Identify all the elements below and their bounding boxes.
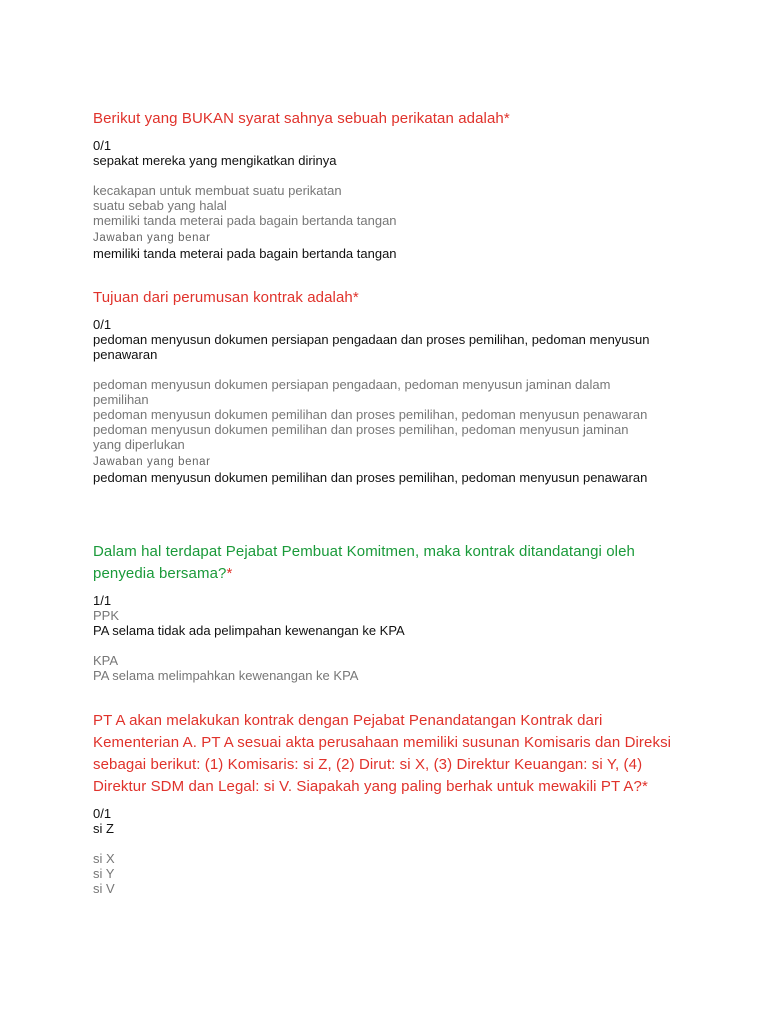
question-card-2 — [93, 287, 693, 485]
question-title — [93, 710, 683, 798]
question-title — [93, 541, 673, 585]
required-star: * — [503, 110, 510, 127]
score: 0/1 — [93, 806, 112, 821]
selected-answer: PA selama tidak ada pelimpahan kewenangan ke KPA — [93, 623, 405, 638]
answer-option: PA selama melimpahkan kewenangan ke KPA — [93, 668, 359, 683]
required-star: * — [641, 778, 648, 795]
answer-option: pedoman menyusun dokumen persiapan pengadaan, pedoman menyusun jaminan dalam pemilihan — [93, 377, 611, 407]
selected-answer: pedoman menyusun dokumen persiapan pengadaan dan proses pemilihan, pedoman menyusun penawaran — [93, 332, 650, 362]
correct-answer-label: Jawaban yang benar — [93, 232, 211, 244]
answer-option: suatu sebab yang halal — [93, 198, 227, 213]
answer-option: PPK — [93, 608, 120, 623]
required-star: * — [226, 565, 233, 582]
question-card-4 — [93, 710, 683, 896]
question-title — [93, 108, 693, 130]
question-card-3 — [93, 541, 673, 683]
question-text: Dalam hal terdapat Pejabat Pembuat Komitmen, maka kontrak ditandatangi oleh penyedia bersama? — [93, 543, 635, 582]
question-text: Berikut yang BUKAN syarat sahnya sebuah perikatan adalah — [93, 110, 504, 127]
answer-option: si V — [93, 881, 115, 896]
question-text: Tujuan dari perumusan kontrak adalah — [93, 289, 353, 306]
answer-option: KPA — [93, 653, 119, 668]
answer-option: pedoman menyusun dokumen pemilihan dan proses pemilihan, pedoman menyusun jaminan yang diperlukan — [93, 422, 629, 452]
answer-option: si Y — [93, 866, 115, 881]
required-star: * — [352, 289, 359, 306]
answer-option: pedoman menyusun dokumen pemilihan dan proses pemilihan, pedoman menyusun penawaran — [93, 407, 648, 422]
score: 0/1 — [93, 138, 112, 153]
score: 1/1 — [93, 593, 112, 608]
question-card-1 — [93, 108, 693, 261]
answer-option: si X — [93, 851, 115, 866]
answer-option: memiliki tanda meterai pada bagain bertanda tangan — [93, 213, 397, 228]
selected-answer: si Z — [93, 821, 114, 836]
correct-answer: memiliki tanda meterai pada bagain bertanda tangan — [93, 246, 397, 261]
correct-answer: pedoman menyusun dokumen pemilihan dan proses pemilihan, pedoman menyusun penawaran — [93, 470, 648, 485]
question-text: PT A akan melakukan kontrak dengan Pejabat Penandatangan Kontrak dari Kementerian A. PT A sesuai akta perusahaan memiliki susunan Komisaris dan Direksi sebagai berikut: (1) Komisaris: si Z, (2) Dirut: si X, (3) Direktur Keuangan: si Y, (4) Direktur SDM dan Legal: si V. Siapakah yang paling berhak untuk mewakili PT A? — [93, 712, 672, 795]
question-title — [93, 287, 693, 309]
selected-answer: sepakat mereka yang mengikatkan dirinya — [93, 153, 337, 168]
correct-answer-label: Jawaban yang benar — [93, 456, 211, 468]
answer-option: kecakapan untuk membuat suatu perikatan — [93, 183, 342, 198]
score: 0/1 — [93, 317, 112, 332]
